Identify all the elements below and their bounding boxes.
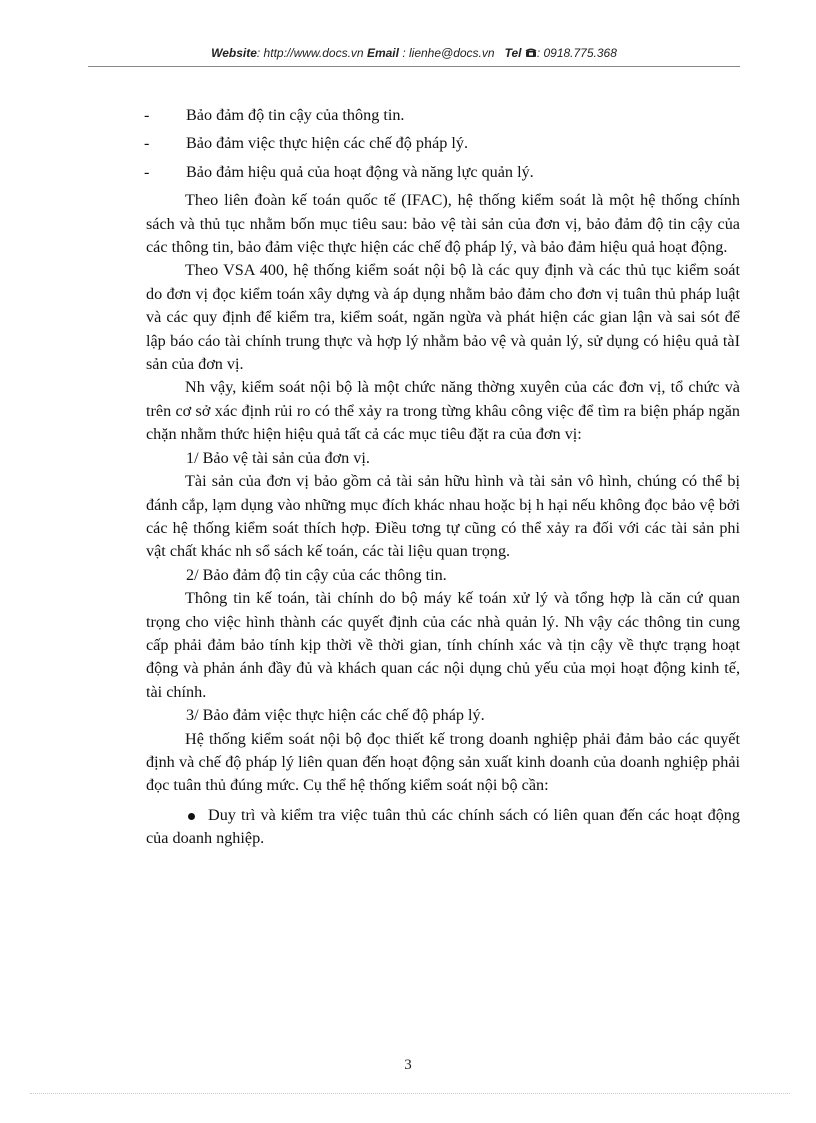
paragraph-ifac: Theo liên đoàn kế toán quốc tế (IFAC), hệ thống kiểm soát là một hệ thống chính sách và thủ tục nhằm bốn mục tiêu sau: bảo vệ tài sản của đơn vị, bảo đảm độ tin cậy của các thông tin, bảo đảm việc thực hiện các chế độ pháp lý, và bảo đảm hiệu quả hoạt động.	[146, 191, 740, 257]
bullet-icon	[188, 813, 195, 820]
paragraph-vsa: Theo VSA 400, hệ thống kiểm soát nội bộ là các quy định và các thủ tục kiểm soát do đơn vị đọc kiểm toán xây dựng và áp dụng nhằm bảo đảm cho đơn vị tuân thủ pháp luật và các quy định để kiểm tra, kiểm soát, ngăn ngừa và phát hiện các gian lận và sai sót để lập báo cáo tài chính trung thực và hợp lý nhằm bảo vệ và quản lý, sử dụng có hiệu quả tàI sản của đơn vị.	[146, 261, 740, 374]
email-label: Email	[366, 46, 399, 60]
dash-item: - Bảo đảm hiệu quả của hoạt động và năng lực quản lý.	[144, 162, 534, 181]
section-heading-1: 1/ Bảo vệ tài sản của đơn vị.	[186, 448, 370, 467]
tel-value: : 0918.775.368	[536, 46, 617, 60]
paragraph-section-1: Tài sản của đơn vị bảo gồm cả tài sản hữu hình và tài sản vô hình, chúng có thể bị đánh cắp, lạm dụng vào những mục đích khác nhau hoặc bị h hại nếu không đọc bảo vệ bởi các hệ thống kiểm soát thích hợp. Điều tơng tự cũng có thể xảy ra đối với các tài sản phi vật chất khác nh sổ sách kế toán, các tài liệu quan trọng.	[146, 472, 740, 561]
section-heading-3: 3/ Bảo đảm việc thực hiện các chế độ pháp lý.	[186, 706, 485, 725]
paragraph-section-2: Thông tin kế toán, tài chính do bộ máy kế toán xử lý và tổng hợp là căn cứ quan trọng cho việc hình thành các quyết định của các nhà quản lý. Nh vậy các thông tin cung cấp phải đảm bảo tính kịp thời về thời gian, tính chính xác và tịn cậy về thực trạng hoạt động và phản ánh đầy đủ và khách quan các nội dụng chủ yếu của mọi hoạt động kinh tế, tài chính.	[146, 589, 740, 701]
paragraph-section-3: Hệ thống kiểm soát nội bộ đọc thiết kế trong doanh nghiệp phải đảm bảo các quyết định và chế độ pháp lý liên quan đến hoạt động sản xuất kinh doanh của doanh nghiệp phải đọc tuân thủ đúng mức. Cụ thể hệ thống kiểm soát nội bộ cần:	[146, 729, 740, 795]
tel-label: Tel	[504, 46, 522, 60]
bullet-text: Duy trì và kiểm tra việc tuân thủ các chính sách có liên quan đến các hoạt động của doanh nghiệp.	[146, 805, 740, 848]
document-body	[146, 104, 740, 851]
footer-divider	[30, 1093, 790, 1094]
paragraph-summary: Nh vậy, kiểm soát nội bộ là một chức năng thờng xuyên của các đơn vị, tổ chức và trên cơ sở xác định rủi ro có thể xảy ra trong từng khâu công việc để tìm ra biện pháp ngăn chặn nhằm thức hiện hiệu quả tất cả các mục tiêu đặt ra của đơn vị:	[146, 378, 740, 444]
email-value: : lienhe@docs.vn	[402, 46, 495, 60]
phone-icon	[525, 47, 537, 61]
page-header	[88, 46, 740, 61]
page-number: 3	[404, 1057, 412, 1073]
bullet-item	[146, 798, 740, 851]
dash-item: - Bảo đảm việc thực hiện các chế độ pháp lý.	[144, 134, 469, 153]
section-heading-2: 2/ Bảo đảm độ tin cậy của các thông tin.	[186, 565, 447, 584]
website-label: Website	[211, 46, 257, 60]
dash-item: - Bảo đảm độ tin cậy của thông tin.	[144, 106, 405, 124]
header-divider	[88, 66, 740, 67]
website-value: : http://www.docs.vn	[256, 46, 364, 60]
